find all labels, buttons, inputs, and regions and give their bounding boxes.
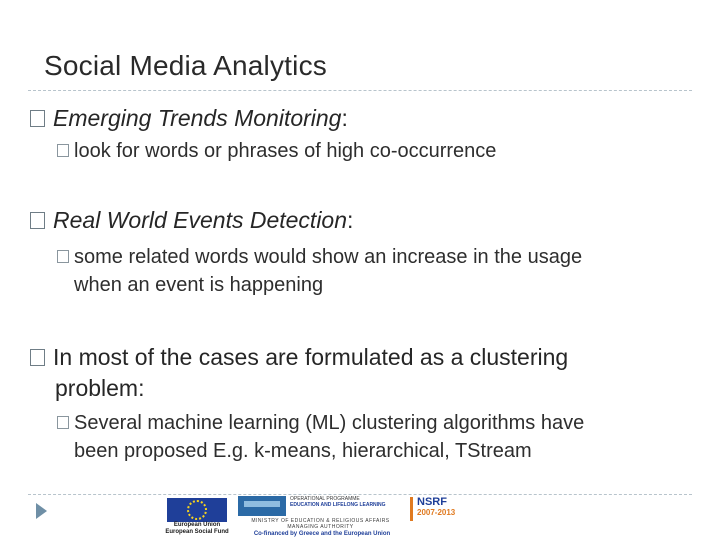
nsrf-years: 2007-2013 bbox=[417, 508, 456, 517]
ministry-programme-text bbox=[290, 496, 402, 508]
sub-bullet-box-icon bbox=[57, 250, 69, 263]
slide-nav-arrow-icon[interactable] bbox=[36, 503, 47, 519]
eu-stars-icon bbox=[187, 500, 207, 520]
nsrf-logo bbox=[410, 497, 467, 521]
bullet-label: Emerging Trends Monitoring bbox=[53, 105, 342, 131]
sub-bullet-ml-algorithms bbox=[57, 409, 584, 437]
bullet-box-icon bbox=[30, 110, 45, 127]
bullet-clustering-problem bbox=[30, 342, 568, 372]
bullet-emerging-trends bbox=[30, 103, 348, 133]
eu-flag-logo bbox=[167, 498, 227, 522]
bullet-real-world-events bbox=[30, 205, 353, 235]
cofinanced-caption: Co-financed by Greece and the European Union bbox=[253, 531, 391, 537]
sub-bullet-continuation: when an event is happening bbox=[74, 274, 324, 296]
ministry-authority-text: MINISTRY OF EDUCATION & RELIGIOUS AFFAIRS MANAGING AUTHORITY bbox=[251, 518, 390, 530]
bullet-colon: : bbox=[341, 105, 348, 131]
bullet-colon: : bbox=[347, 207, 354, 233]
footer-divider bbox=[28, 494, 692, 495]
sub-bullet-box-icon bbox=[57, 416, 69, 429]
bullet-continuation: problem: bbox=[55, 375, 145, 401]
ministry-logo bbox=[238, 496, 286, 516]
sub-bullet-cooccurrence bbox=[57, 137, 496, 165]
ministry-line-2: EDUCATION AND LIFELONG LEARNING bbox=[290, 502, 386, 508]
sub-bullet-text: look for words or phrases of high co-occurrence bbox=[74, 140, 497, 162]
bullet-label: Real World Events Detection bbox=[53, 207, 348, 233]
nsrf-title: NSRF bbox=[417, 496, 447, 508]
bullet-text: In most of the cases are formulated as a clustering bbox=[53, 344, 569, 370]
title-divider bbox=[28, 90, 692, 91]
bullet-box-icon bbox=[30, 212, 45, 229]
sub-bullet-text: some related words would show an increase in the usage bbox=[74, 246, 583, 268]
slide-title: Social Media Analytics bbox=[44, 50, 327, 81]
sub-bullet-usage-increase bbox=[57, 243, 582, 271]
bullet-box-icon bbox=[30, 349, 45, 366]
ministry-line-1: OPERATIONAL PROGRAMME bbox=[290, 496, 360, 502]
eu-logo-caption: European Union European Social Fund bbox=[165, 522, 229, 535]
sub-bullet-text: Several machine learning (ML) clustering algorithms have bbox=[74, 412, 585, 434]
sub-bullet-continuation: been proposed E.g. k-means, hierarchical, TStream bbox=[74, 440, 532, 462]
sub-bullet-box-icon bbox=[57, 144, 69, 157]
